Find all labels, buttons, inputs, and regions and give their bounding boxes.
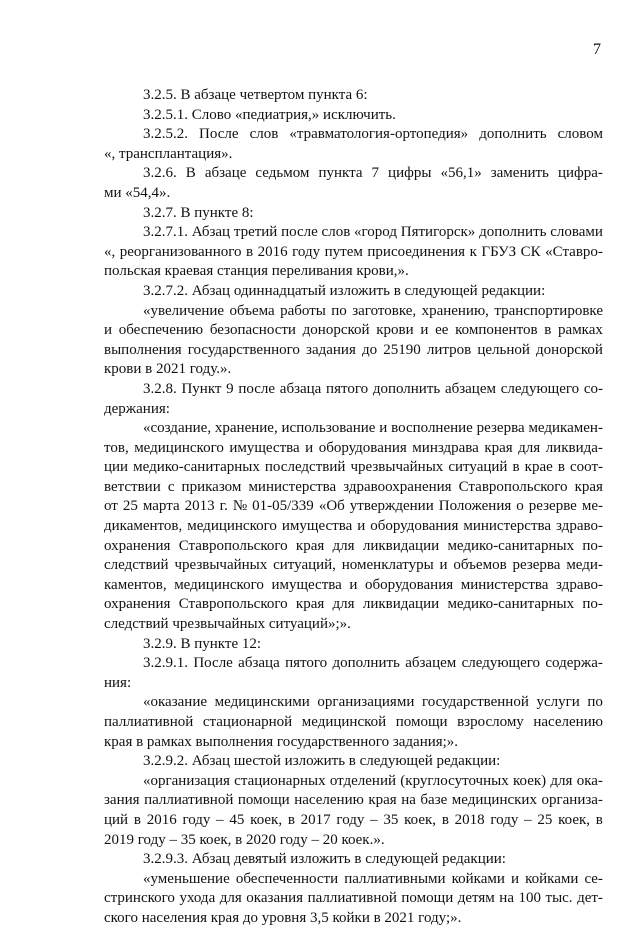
text-line: выполнения государственного задания до 25190 литров цельной донорской xyxy=(104,341,603,358)
text-line: края в рамках выполнения государственного задания;». xyxy=(104,733,459,750)
text-line: ции медико-санитарных последствий чрезвычайных ситуаций в крае в соот- xyxy=(104,459,603,476)
text-line: «увеличение объема работы по заготовке, хранению, транспортировке xyxy=(143,302,603,319)
document-body xyxy=(104,86,603,929)
text-line: «оказание медицинскими организациями государственной услуги по xyxy=(143,694,603,711)
text-line: 3.2.6. В абзаце седьмом пункта 7 цифры «56,1» заменить цифра- xyxy=(143,165,603,182)
text-line: зания паллиативной помощи населению края на базе медицинских организа- xyxy=(104,792,603,809)
text-line: «уменьшение обеспеченности паллиативными койками и койками се- xyxy=(143,870,603,887)
text-line: и обеспечению безопасности донорской крови и ее компонентов в рамках xyxy=(104,322,603,339)
text-line: 3.2.8. Пункт 9 после абзаца пятого дополнить абзацем следующего со- xyxy=(143,380,603,397)
text-line: 2019 году – 35 коек, в 2020 году – 20 коек.». xyxy=(104,831,385,848)
text-line: 3.2.7.2. Абзац одиннадцатый изложить в следующей редакции: xyxy=(143,282,546,299)
text-line: 3.2.5. В абзаце четвертом пункта 6: xyxy=(143,87,368,103)
text-line: ветствии с приказом министерства здравоохранения Ставропольского края xyxy=(104,478,603,495)
text-line: ния: xyxy=(104,674,132,691)
text-line: следствий чрезвычайных ситуаций»;». xyxy=(104,616,351,633)
text-line: ского населения края до уровня 3,5 койки в 2021 году;». xyxy=(104,909,462,926)
text-line: польская краевая станция переливания крови,». xyxy=(104,263,409,280)
text-line: охранения Ставропольского края для ликвидации медико-санитарных по- xyxy=(104,537,603,554)
text-line: тов, медицинского имущества и оборудования минздрава края для ликвида- xyxy=(104,439,603,456)
text-line: паллиативной стационарной медицинской помощи взрослому населению xyxy=(104,714,603,730)
text-line: 3.2.9.2. Абзац шестой изложить в следующей редакции: xyxy=(143,753,501,770)
text-line: стринского ухода для оказания паллиативной помощи детям на 100 тыс. дет- xyxy=(104,890,603,907)
text-line: крови в 2021 году.». xyxy=(104,361,232,378)
text-line: 3.2.5.2. После слов «травматология-ортопедия» дополнить словом xyxy=(143,126,603,143)
text-line: дикаментов, медицинского имущества и оборудования министерства здраво- xyxy=(104,518,603,535)
text-line: 3.2.5.1. Слово «педиатрия,» исключить. xyxy=(143,106,396,123)
text-line: «организация стационарных отделений (круглосуточных коек) для ока- xyxy=(143,772,603,789)
text-line: ций в 2016 году – 45 коек, в 2017 году – 35 коек, в 2018 году – 25 коек, в xyxy=(104,811,603,828)
text-line: охранения Ставропольского края для ликвидации медико-санитарных по- xyxy=(104,596,603,613)
text-line: «создание, хранение, использование и восполнение резерва медикамен- xyxy=(143,420,603,437)
text-line: следствий чрезвычайных ситуаций, номенклатуры и объемов резерва меди- xyxy=(104,557,603,574)
text-line: 3.2.9.3. Абзац девятый изложить в следующей редакции: xyxy=(143,851,506,868)
text-line: 3.2.7.1. Абзац третий после слов «город Пятигорск» дополнить словами xyxy=(143,224,603,241)
text-line: 3.2.9. В пункте 12: xyxy=(143,635,262,652)
text-line: 3.2.7. В пункте 8: xyxy=(143,204,254,221)
page-number: 7 xyxy=(593,41,601,58)
text-line: ми «54,4». xyxy=(104,184,171,201)
text-line: «, трансплантация». xyxy=(104,145,233,162)
text-line: «, реорганизованного в 2016 году путем присоединения к ГБУЗ СК «Ставро- xyxy=(104,243,603,260)
text-line: 3.2.9.1. После абзаца пятого дополнить абзацем следующего содержа- xyxy=(143,655,603,672)
text-line: каментов, медицинского имущества и оборудования министерства здраво- xyxy=(104,576,603,593)
text-line: держания: xyxy=(104,400,170,417)
text-line: от 25 марта 2013 г. № 01-05/339 «Об утверждении Положения о резерве ме- xyxy=(104,498,603,515)
